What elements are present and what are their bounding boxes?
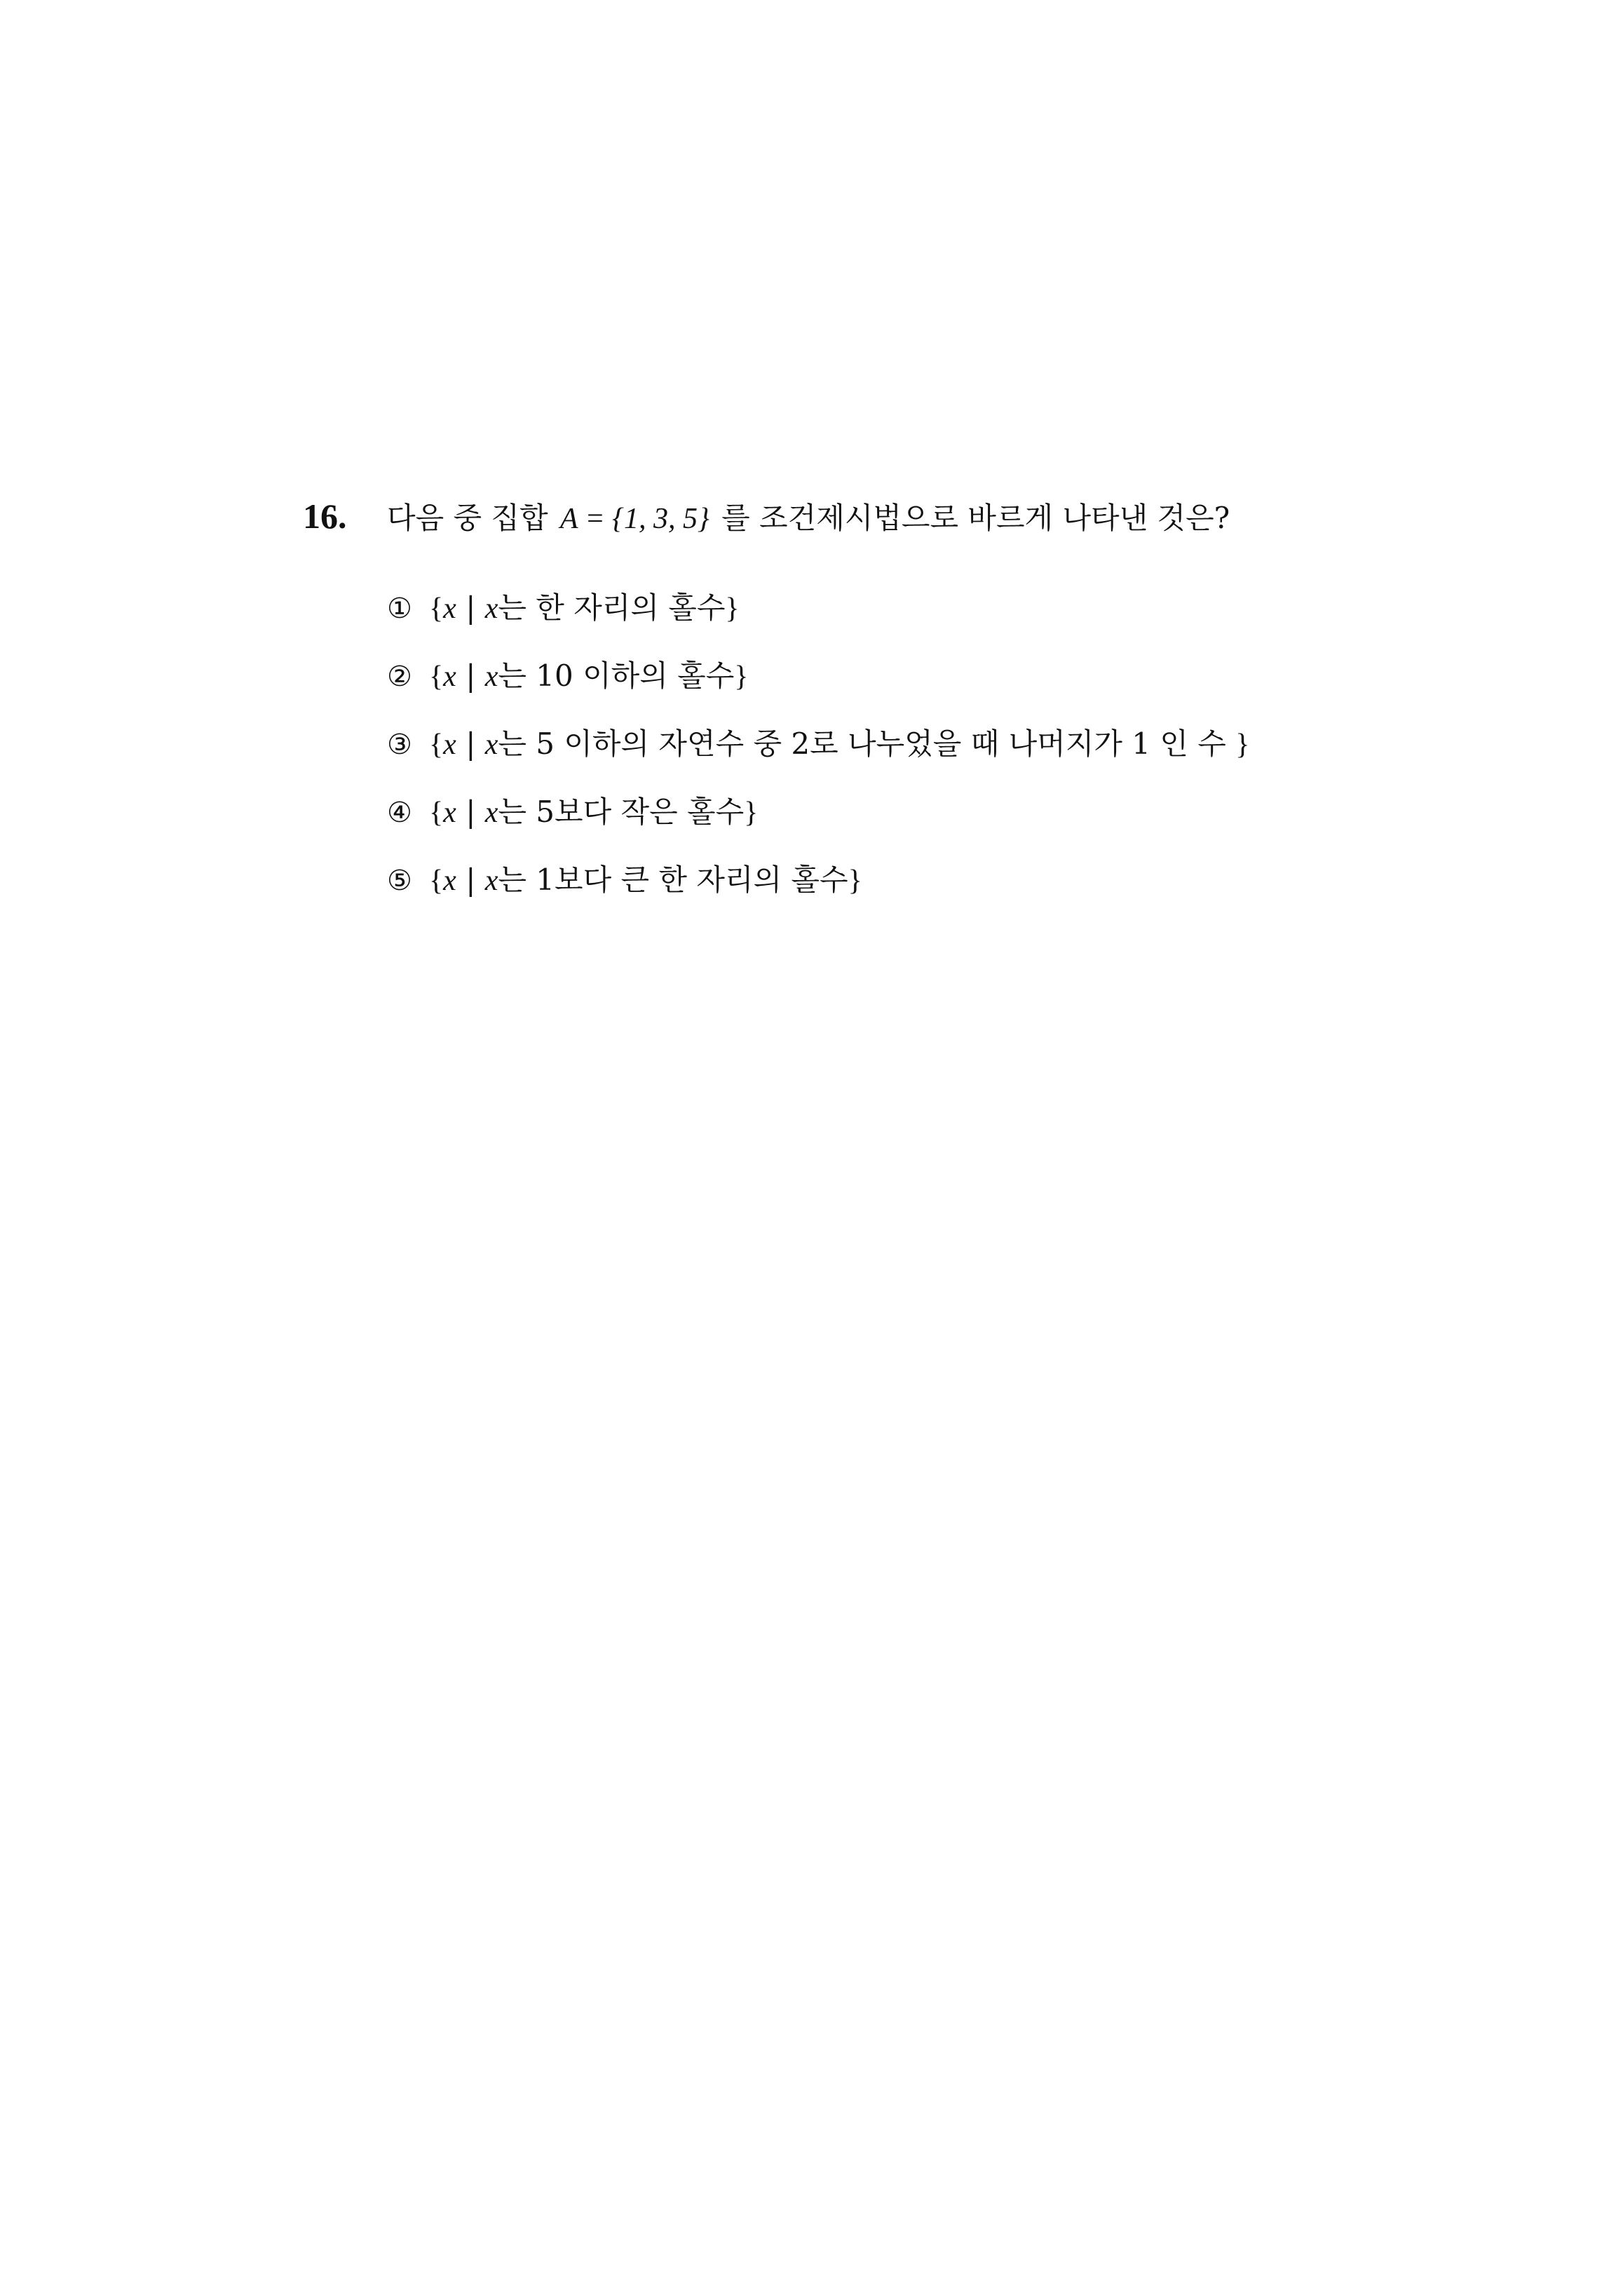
question-number: 16. xyxy=(303,497,347,536)
math-variable: x xyxy=(443,797,456,829)
choice-text: 는 5 이하의 자연수 중 2로 나누었을 때 나머지가 1 인 수 xyxy=(498,727,1226,761)
math-variable: x xyxy=(484,865,498,897)
choice-5[interactable] xyxy=(387,857,1565,925)
close-brace: } xyxy=(725,593,740,625)
choice-text: 는 5보다 작은 홀수 xyxy=(498,795,745,829)
choice-text: 는 한 자리의 홀수 xyxy=(498,590,726,625)
math-variable: x xyxy=(443,661,456,693)
set-builder-bar: | xyxy=(466,863,476,897)
close-brace: } xyxy=(848,865,862,897)
set-builder-bar: | xyxy=(466,590,476,625)
open-brace: { xyxy=(429,729,444,761)
set-builder-bar: | xyxy=(466,659,476,693)
question-stem-row xyxy=(303,495,1565,551)
close-brace: } xyxy=(744,797,759,829)
choice-marker: ① xyxy=(387,593,412,625)
math-variable: x xyxy=(443,593,456,625)
math-variable: x xyxy=(443,865,456,897)
set-builder-bar: | xyxy=(466,727,476,761)
choice-marker: ④ xyxy=(387,797,412,829)
math-variable: x xyxy=(484,797,498,829)
open-brace: { xyxy=(429,593,444,625)
choice-marker: ⑤ xyxy=(387,865,412,897)
problem-16 xyxy=(303,495,1565,925)
stem-text-before: 다음 중 집합 xyxy=(387,501,548,535)
math-variable: x xyxy=(443,729,456,761)
choice-text: 는 10 이하의 홀수 xyxy=(498,659,735,693)
open-brace: { xyxy=(429,661,444,693)
choice-4[interactable] xyxy=(387,789,1565,857)
choice-marker: ② xyxy=(387,661,412,693)
question-stem xyxy=(387,495,1230,537)
choice-text: 는 1보다 큰 한 자리의 홀수 xyxy=(498,863,848,897)
stem-text-after: 를 조건제시법으로 바르게 나타낸 것은? xyxy=(721,501,1230,535)
math-variable: x xyxy=(484,661,498,693)
math-variable: x xyxy=(484,729,498,761)
math-variable: x xyxy=(484,593,498,625)
stem-set-expression: A = {1, 3, 5} xyxy=(559,503,709,535)
close-brace: } xyxy=(1235,729,1250,761)
choice-3[interactable] xyxy=(387,721,1565,789)
open-brace: { xyxy=(429,865,444,897)
choice-2[interactable] xyxy=(387,653,1565,721)
open-brace: { xyxy=(429,797,444,829)
close-brace: } xyxy=(734,661,749,693)
set-builder-bar: | xyxy=(466,795,476,829)
choice-1[interactable] xyxy=(387,585,1565,653)
choice-marker: ③ xyxy=(387,729,412,761)
choice-list xyxy=(303,585,1565,925)
